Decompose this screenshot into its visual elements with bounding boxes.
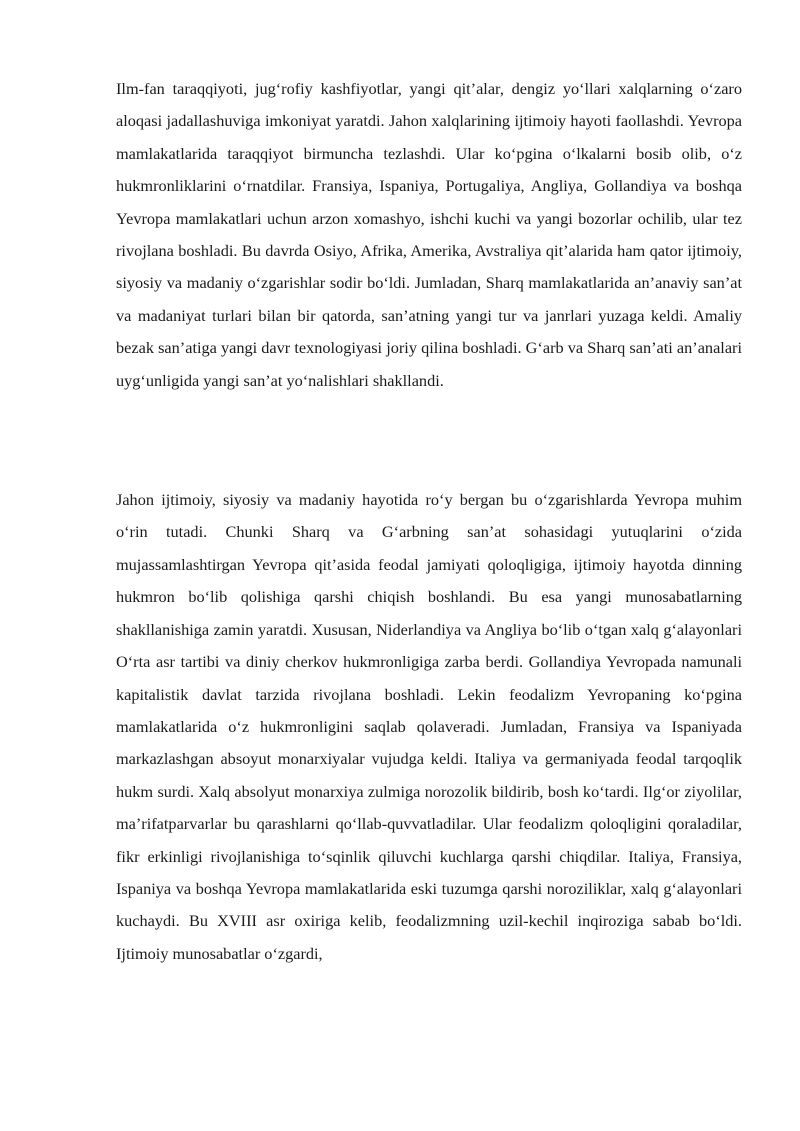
document-page — [116, 73, 742, 970]
paragraph-1: Ilm-fan taraqqiyoti, jug‘rofiy kashfiyotlar, yangi qit’alar, dengiz yo‘llari xalqlarning o‘zaro aloqasi jadallashuviga imkoniyat yaratdi. Jahon xalqlarining ijtimoiy hayoti faollashdi. Yevropa mamlakatlarida taraqqiyot birmuncha tezlashdi. Ular ko‘pgina o‘lkalarni bosib olib, o‘z hukmronliklarini o‘rnatdilar. Fransiya, Ispaniya, Portugaliya, Angliya, Gollandiya va boshqa Yevropa mamlakatlari uchun arzon xomashyo, ishchi kuchi va yangi bozorlar ochilib, ular tez rivojlana boshladi. Bu davrda Osiyo, Afrika, Amerika, Avstraliya qit’alarida ham qator ijtimoiy, siyosiy va madaniy o‘zgarishlar sodir bo‘ldi. Jumladan, Sharq mamlakatlarida an’anaviy san’at va madaniyat turlari bilan bir qatorda, san’atning yangi tur va janrlari yuzaga keldi. Amaliy bezak san’atiga yangi davr texnologiyasi joriy qilina boshladi. G‘arb va Sharq san’ati an’analari uyg‘unligida yangi san’at yo‘nalishlari shakllandi. — [116, 79, 742, 390]
paragraph-2: Jahon ijtimoiy, siyosiy va madaniy hayotida ro‘y bergan bu o‘zgarishlarda Yevropa muhim o‘rin tutadi. Chunki Sharq va G‘arbning san’at sohasidagi yutuqlarini o‘zida mujassamlashtirgan Yevropa qit’asida feodal jamiyati qoloqligiga, ijtimoiy hayotda dinning hukmron bo‘lib qolishiga qarshi chiqish boshlandi. Bu esa yangi munosabatlarning shakllanishiga zamin yaratdi. Xususan, Niderlandiya va Angliya bo‘lib o‘tgan xalq g‘alayonlari O‘rta asr tartibi va diniy cherkov hukmronligiga zarba berdi. Gollandiya Yevropada namunali kapitalistik davlat tarzida rivojlana boshladi. Lekin feodalizm Yevropaning ko‘pgina mamlakatlarida o‘z hukmronligini saqlab qolaveradi. Jumladan, Fransiya va Ispaniyada markazlashgan absoyut monarxiyalar vujudga keldi. Italiya va germaniyada feodal tarqoqlik hukm surdi. Xalq absolyut monarxiya zulmiga norozolik bildirib, bosh ko‘tardi. Ilg‘or ziyolilar, ma’rifatparvarlar bu qarashlarni qo‘llab-quvvatladilar. Ular feodalizm qoloqligini qoraladilar, fikr erkinligi rivojlanishiga to‘sqinlik qiluvchi kuchlarga qarshi chiqdilar. Italiya, Fransiya, Ispaniya va boshqa Yevropa mamlakatlarida eski tuzumga qarshi noroziliklar, xalq g‘alayonlari kuchaydi. Bu XVIII asr oxiriga kelib, feodalizmning uzil-kechil inqiroziga sabab bo‘ldi. Ijtimoiy munosabatlar o‘zgardi, — [116, 490, 742, 963]
